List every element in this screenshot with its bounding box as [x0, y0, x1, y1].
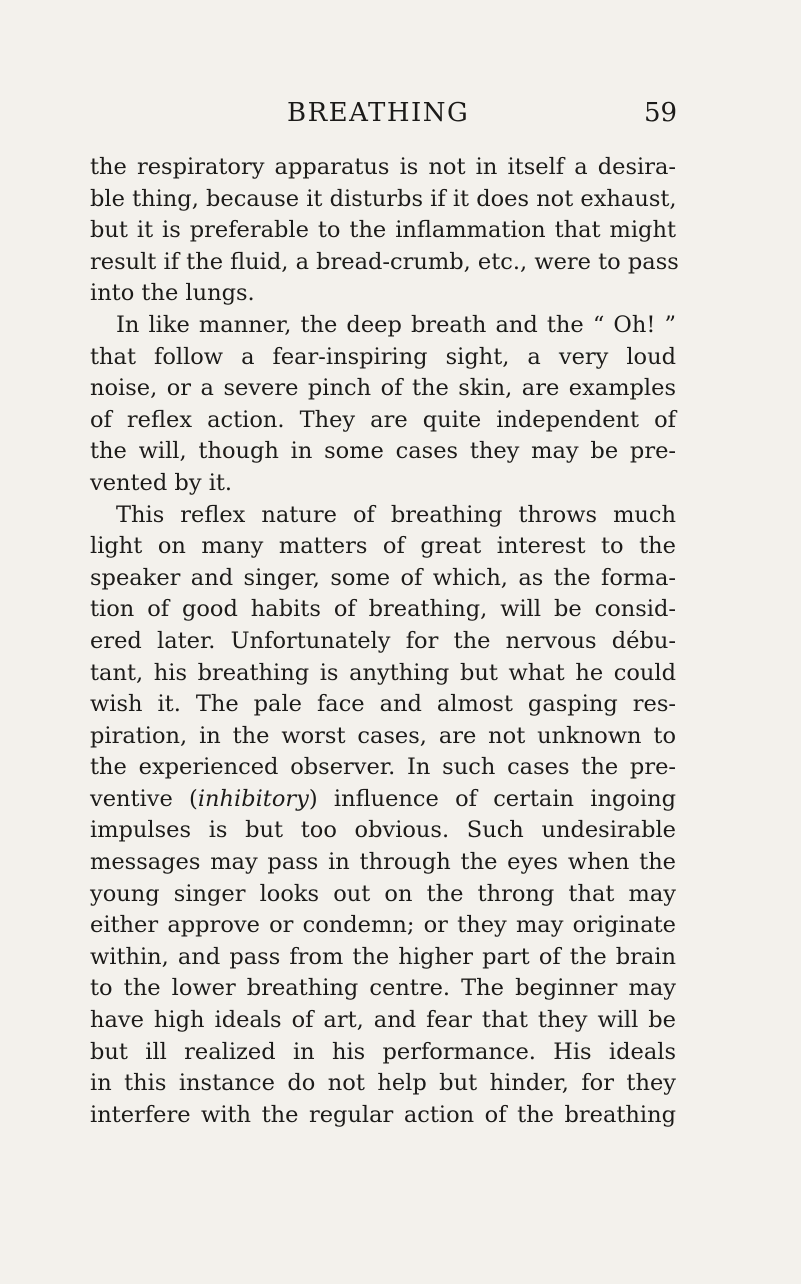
text-line: piration, in the worst cases, are not unknown to — [90, 722, 676, 749]
text-line: the will, though in some cases they may be pre- — [90, 438, 676, 465]
text-line: within, and pass from the higher part of the brain — [90, 943, 676, 970]
text-line: vented by it. — [90, 469, 233, 496]
text-line: noise, or a severe pinch of the skin, are examples — [90, 375, 676, 402]
text-line: but it is preferable to the inflammation that might — [90, 217, 676, 244]
text-line: messages may pass in through the eyes when the — [90, 849, 676, 876]
text-line: ble thing, because it disturbs if it does not exhaust, — [90, 185, 677, 212]
text-line: have high ideals of art, and fear that they will be — [90, 1007, 676, 1034]
text-line: the experienced observer. In such cases the pre- — [90, 754, 676, 781]
text-line: wish it. The pale face and almost gasping res- — [90, 691, 676, 718]
text-line: tion of good habits of breathing, will be consid- — [90, 596, 676, 623]
page-number: 59 — [644, 98, 678, 128]
text-line: ered later. Unfortunately for the nervous débu- — [90, 627, 676, 654]
text-line: in this instance do not help but hinder, for they — [90, 1070, 676, 1097]
running-head — [0, 98, 801, 138]
text-line: In like manner, the deep breath and the “ Oh! ” — [116, 311, 676, 338]
running-title: BREATHING — [287, 98, 470, 128]
text-line: This reflex nature of breathing throws much — [116, 501, 676, 528]
text-line: impulses is but too obvious. Such undesirable — [90, 817, 676, 844]
text-line: young singer looks out on the throng that may — [90, 880, 676, 907]
text-line: tant, his breathing is anything but what he could — [90, 659, 676, 686]
text-line: either approve or condemn; or they may originate — [90, 912, 676, 939]
text-line: result if the fluid, a bread-crumb, etc., were to pass — [90, 248, 679, 275]
text-line: into the lungs. — [90, 280, 255, 307]
text-line: that follow a fear-inspiring sight, a very loud — [90, 343, 676, 370]
text-line: but ill realized in his performance. His ideals — [90, 1038, 676, 1065]
text-line: of reflex action. They are quite independent of — [90, 406, 676, 433]
paragraph — [90, 152, 679, 310]
body-text — [90, 152, 679, 1131]
text-line: the respiratory apparatus is not in itself a desira- — [90, 154, 676, 180]
text-line: speaker and singer, some of which, as the forma- — [90, 564, 676, 591]
text-line: to the lower breathing centre. The beginner may — [90, 975, 676, 1002]
text-line: interfere with the regular action of the breathing — [90, 1101, 676, 1128]
text-line: ventive (inhibitory) influence of certain ingoing — [90, 785, 676, 812]
text-line: light on many matters of great interest to the — [90, 533, 676, 560]
paragraph — [90, 500, 676, 1132]
paragraph — [90, 310, 676, 500]
